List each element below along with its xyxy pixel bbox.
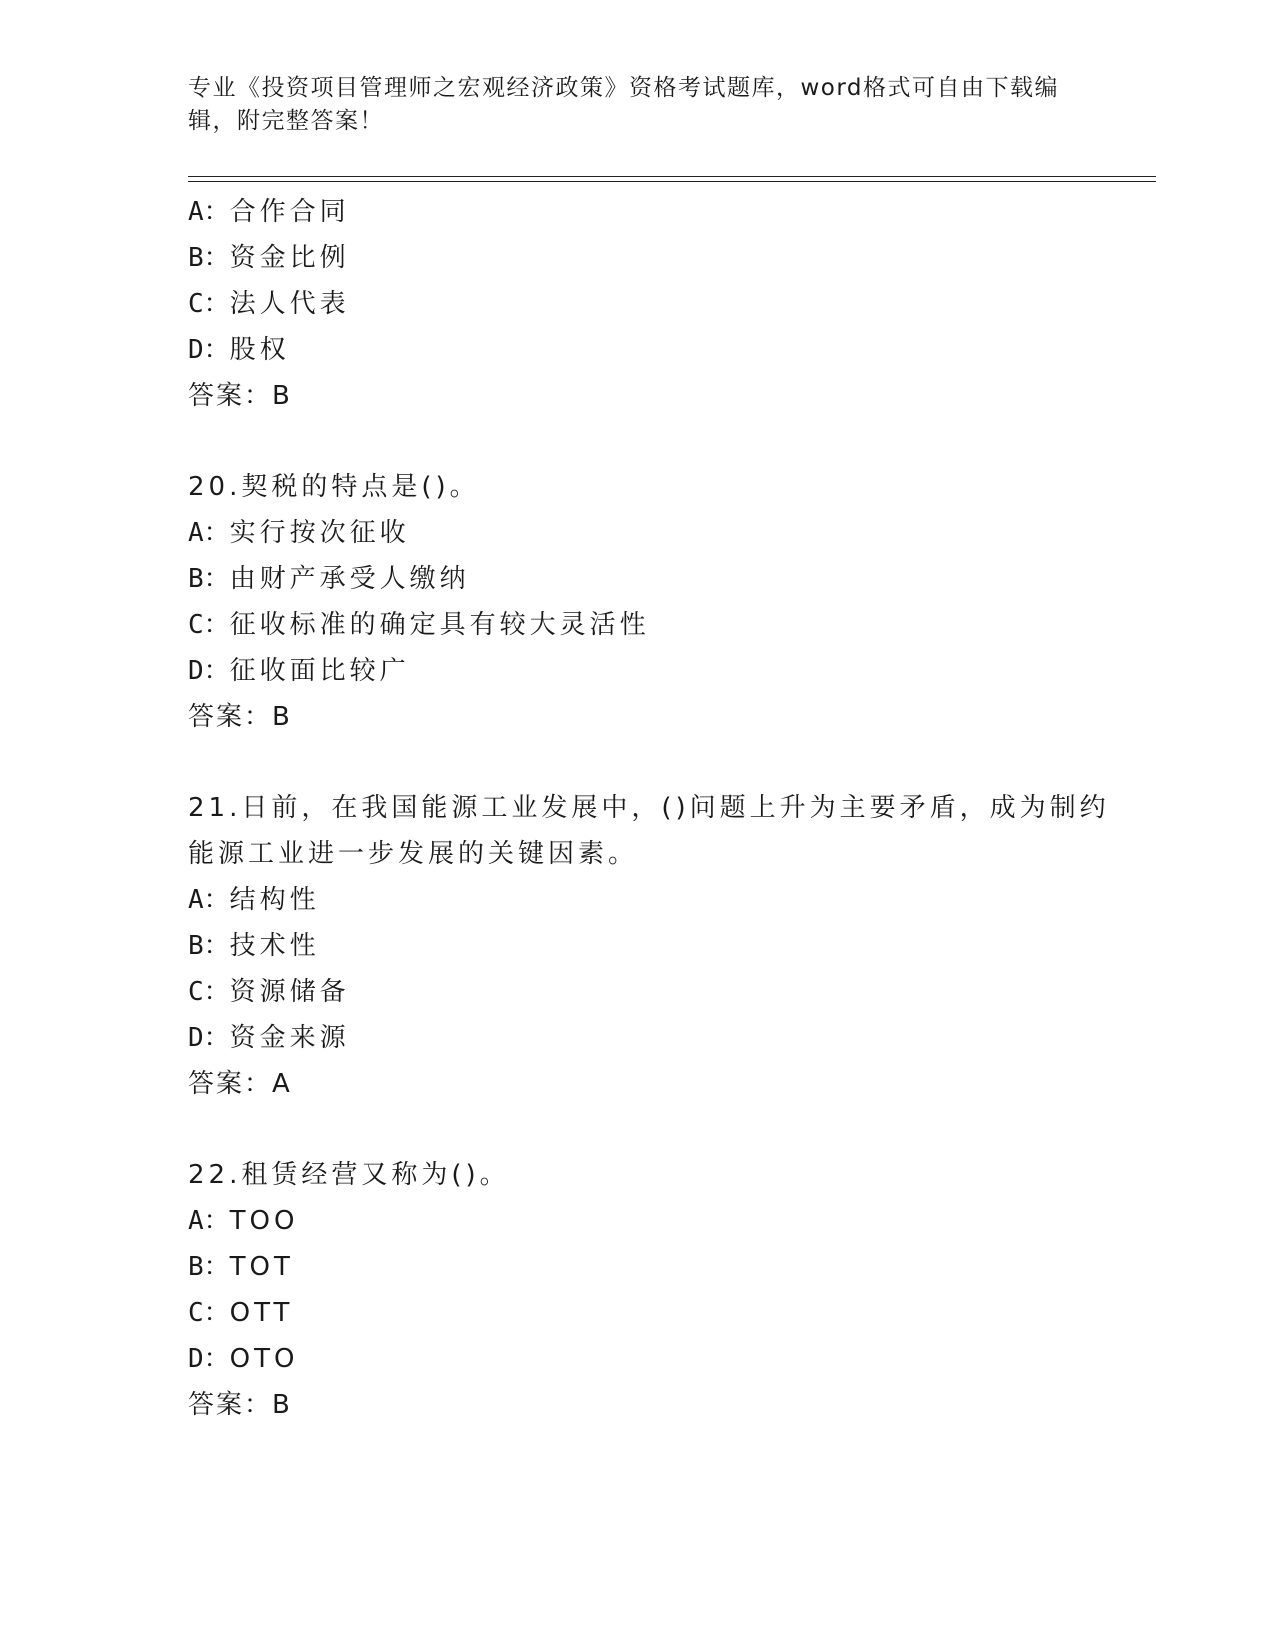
- option-text: 股权: [229, 335, 290, 365]
- option-key: C：: [188, 1298, 230, 1328]
- option-a: [188, 510, 1148, 556]
- answer-line: 答案：B: [188, 381, 292, 411]
- option-key: B：: [188, 931, 230, 961]
- option-key: A：: [188, 885, 230, 915]
- option-key: D：: [188, 1023, 230, 1053]
- option-text: 资金比例: [229, 243, 350, 273]
- option-key: B：: [188, 564, 230, 594]
- option-b: [188, 556, 1148, 602]
- option-key: C：: [188, 610, 230, 640]
- option-text: OTO: [229, 1344, 299, 1374]
- option-text: 由财产承受人缴纳: [229, 564, 470, 594]
- question-text-line-2: 能源工业进一步发展的关键因素。: [188, 839, 639, 869]
- option-text: 技术性: [229, 931, 320, 961]
- option-key: A：: [188, 1206, 230, 1236]
- question-text-line-1: 21.日前，在我国能源工业发展中，()问题上升为主要矛盾，成为制约: [188, 793, 1110, 823]
- option-text: 结构性: [229, 885, 320, 915]
- option-a: [188, 877, 1148, 923]
- option-text: TOT: [229, 1252, 294, 1282]
- option-key: D：: [188, 1344, 230, 1374]
- answer-line: 答案：B: [188, 702, 292, 732]
- option-c: [188, 281, 1148, 327]
- option-d: [188, 327, 1148, 373]
- option-b: [188, 1244, 1148, 1290]
- option-text: 合作合同: [229, 197, 350, 227]
- question-text: 22.租赁经营又称为()。: [188, 1160, 510, 1190]
- option-key: D：: [188, 656, 230, 686]
- question-block-21: [188, 785, 1148, 1107]
- option-b: [188, 235, 1148, 281]
- option-c: [188, 1290, 1148, 1336]
- option-text: OTT: [229, 1298, 294, 1328]
- option-text: 征收面比较广: [229, 656, 410, 686]
- option-d: [188, 1015, 1148, 1061]
- answer-line: 答案：B: [188, 1390, 292, 1420]
- option-key: D：: [188, 335, 230, 365]
- option-key: B：: [188, 243, 230, 273]
- option-key: B：: [188, 1252, 230, 1282]
- option-text: 实行按次征收: [229, 518, 410, 548]
- option-a: [188, 1198, 1148, 1244]
- option-text: 资金来源: [229, 1023, 350, 1053]
- question-list: [188, 189, 1148, 1473]
- option-text: 征收标准的确定具有较大灵活性: [229, 610, 650, 640]
- option-key: A：: [188, 518, 230, 548]
- question-text: 20.契税的特点是()。: [188, 472, 480, 502]
- option-d: [188, 1336, 1148, 1382]
- question-block-20: [188, 464, 1148, 740]
- header-rule-bottom: [188, 181, 1156, 182]
- option-c: [188, 602, 1148, 648]
- option-text: 资源储备: [229, 977, 350, 1007]
- option-key: C：: [188, 289, 230, 319]
- option-b: [188, 923, 1148, 969]
- option-key: C：: [188, 977, 230, 1007]
- option-text: 法人代表: [229, 289, 350, 319]
- question-block-19: [188, 189, 1148, 419]
- option-text: TOO: [229, 1206, 299, 1236]
- option-a: [188, 189, 1148, 235]
- option-d: [188, 648, 1148, 694]
- option-c: [188, 969, 1148, 1015]
- option-key: A：: [188, 197, 230, 227]
- question-block-22: [188, 1152, 1148, 1428]
- header-rule-top: [188, 176, 1156, 177]
- answer-line: 答案：A: [188, 1069, 292, 1099]
- document-header: 专业《投资项目管理师之宏观经济政策》资格考试题库，word格式可自由下载编辑，附完整答案！: [188, 75, 1060, 134]
